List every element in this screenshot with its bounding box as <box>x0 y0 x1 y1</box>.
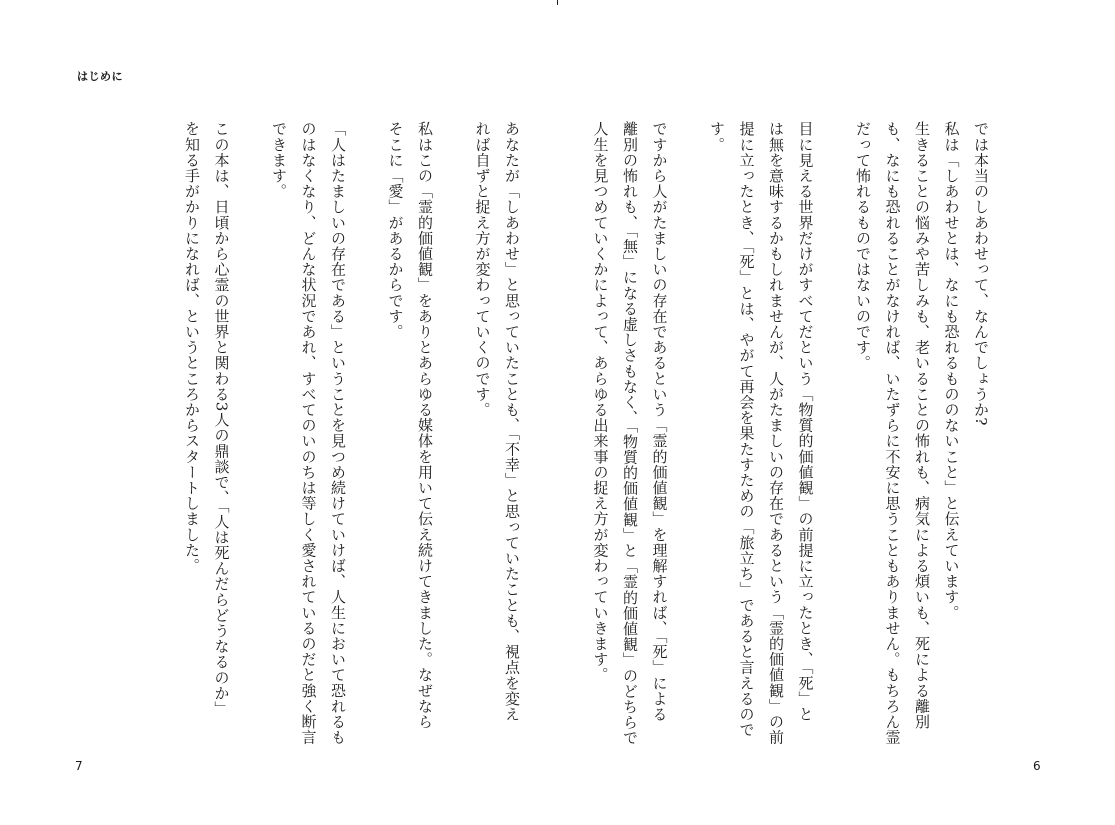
text-line: だって怖れるものではないのです。 <box>854 121 872 371</box>
page-number-right: 6 <box>1033 759 1041 773</box>
paragraph-gap <box>352 121 380 741</box>
text-line: では本当のしあわせって、なんでしょうか? <box>972 121 990 427</box>
text-line: を知る手がかりになれば、というところからスタートしました。 <box>183 121 201 574</box>
text-line: 人生を見つめていくかによって、あらゆる出来事の捉え方が変わっていきます。 <box>591 121 610 683</box>
text-line: 生きることの悩みや苦しみも、老いることの怖れも、病気による煩いも、死による離別 <box>913 121 931 730</box>
text-line: できます。 <box>270 121 288 199</box>
text-line: は無を意味するかもしれませんが、人がたましいの存在であるという「霊的価値観」の前 <box>767 121 785 745</box>
text-line: 目に見える世界だけがすべてだという「物質的価値観」の前提に立ったとき、「死」と <box>796 121 815 722</box>
text-line: あなたが「しあわせ」と思っていたことも、「不幸」と思っていたことも、視点を変え <box>503 121 521 722</box>
page-number-left: 7 <box>75 759 83 773</box>
paragraph-gap <box>820 121 848 741</box>
text-line: す。 <box>708 121 726 153</box>
running-head: はじめに <box>77 70 123 83</box>
paragraph-gap <box>439 121 467 741</box>
page-6-body <box>591 121 995 746</box>
text-line: ですから人がたましいの存在であるという「霊的価値観」を理解すれば、「死」による <box>650 121 669 722</box>
text-line: 離別の怖れも、「無」になる虚しさもなく、「物質的価値観」と「霊的価値観」のどちらで <box>621 121 639 746</box>
paragraph-gap <box>674 121 702 741</box>
text-line: 「人はたましいの存在である」ということを見つめ続けていけば、人生において恐れるも <box>329 121 347 745</box>
gutter-mark <box>557 0 558 5</box>
text-line: 提に立ったとき、「死」とは、やがて再会を果たすための「旅立ち」であると言えるので <box>737 121 756 738</box>
text-line: のはなくなり、どんな状況であれ、すべてのいのちは等しく愛されているのだと強く断言 <box>299 121 318 745</box>
page-7-body <box>106 121 526 745</box>
text-line: れば自ずと捉え方が変わっていくのです。 <box>473 121 492 418</box>
text-line: も、なにも恐れることがなければ、いたずらに不安に思うこともありません。もちろん霊 <box>883 121 902 745</box>
text-line: この本は、日頃から心霊の世界と関わる3人の鼎談で、「人は死んだらどうなるのか」 <box>212 121 231 717</box>
text-line: 私はこの「霊的価値観」をありとあらゆる媒体を用いて伝え続けてきました。なぜなら <box>416 121 434 730</box>
text-line: 私は「しあわせとは、なにも恐れるもののないこと」と伝えています。 <box>942 121 961 621</box>
text-line: そこに「愛」があるからです。 <box>386 121 405 340</box>
paragraph-gap <box>236 121 264 741</box>
